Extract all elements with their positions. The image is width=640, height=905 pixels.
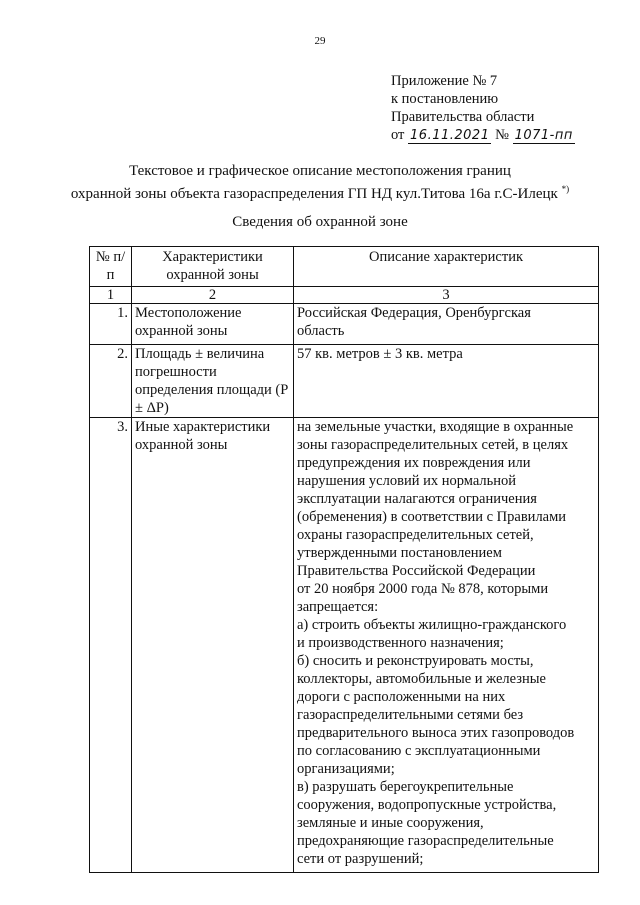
row-description bbox=[294, 418, 599, 873]
table-row bbox=[90, 304, 599, 345]
desc-line: в) разрушать берегоукрепительные bbox=[297, 779, 514, 795]
document-title bbox=[0, 162, 640, 203]
row-number: 1. bbox=[90, 304, 132, 345]
desc-line: газораспределительными сетями без bbox=[297, 707, 524, 723]
desc-line: предупреждения их повреждения или bbox=[297, 455, 531, 471]
row-characteristic: Местоположение охранной зоны bbox=[132, 304, 294, 345]
desc-line: сети от разрушений; bbox=[297, 851, 424, 867]
desc-line: утвержденными постановлением bbox=[297, 545, 502, 561]
title-line-1: Текстовое и графическое описание местоположения границ bbox=[129, 163, 511, 179]
row-characteristic: Иные характеристики охранной зоны bbox=[132, 418, 294, 873]
header-description: Описание характеристик bbox=[294, 247, 599, 287]
page-number: 29 bbox=[314, 35, 326, 47]
desc-line: коллекторы, автомобильные и железные bbox=[297, 671, 546, 687]
table-row bbox=[90, 345, 599, 418]
desc-line: 57 кв. метров ± 3 кв. метра bbox=[297, 346, 463, 362]
from-label: от bbox=[391, 127, 405, 143]
desc-line: а) строить объекты жилищно-гражданского bbox=[297, 617, 567, 633]
desc-line: от 20 ноября 2000 года № 878, которыми bbox=[297, 581, 549, 597]
desc-line: б) сносить и реконструировать мосты, bbox=[297, 653, 534, 669]
section-title: Сведения об охранной зоне bbox=[232, 214, 408, 230]
desc-line: Российская Федерация, Оренбургская bbox=[297, 305, 531, 321]
handwritten-number: 1071-пп bbox=[514, 128, 573, 143]
desc-line: земляные и иные сооружения, bbox=[297, 815, 484, 831]
row-description bbox=[294, 304, 599, 345]
header-characteristics: Характеристики охранной зоны bbox=[132, 247, 294, 287]
col-num-3: 3 bbox=[294, 287, 599, 304]
desc-line: дороги с расположенными на них bbox=[297, 689, 506, 705]
row-characteristic: Площадь ± величина погрешности определения площади (P ± ΔP) bbox=[132, 345, 294, 418]
desc-line: нарушения условий их нормальной bbox=[297, 473, 517, 489]
desc-line: (обременения) в соответствии с Правилами bbox=[297, 509, 567, 525]
desc-line: предварительного выноса этих газопроводов bbox=[297, 725, 575, 741]
appendix-block bbox=[391, 72, 575, 145]
appendix-line-3: Правительства области bbox=[391, 109, 535, 125]
row-description bbox=[294, 345, 599, 418]
header-num: № п/п bbox=[90, 247, 132, 287]
title-line-2 bbox=[0, 180, 640, 203]
footnote-mark: *) bbox=[561, 184, 570, 194]
appendix-line-2: к постановлению bbox=[391, 91, 499, 107]
col-num-1: 1 bbox=[90, 287, 132, 304]
col-num-2: 2 bbox=[132, 287, 294, 304]
column-number-row bbox=[90, 287, 599, 304]
desc-line: область bbox=[297, 323, 345, 339]
desc-line: Правительства Российской Федерации bbox=[297, 563, 536, 579]
desc-line: сооружения, водопропускные устройства, bbox=[297, 797, 557, 813]
desc-line: зоны газораспределительных сетей, в целях bbox=[297, 437, 569, 453]
desc-line: организациями; bbox=[297, 761, 395, 777]
desc-line: охраны газораспределительных сетей, bbox=[297, 527, 534, 543]
row-number: 2. bbox=[90, 345, 132, 418]
desc-line: по согласованию с эксплуатационными bbox=[297, 743, 541, 759]
row-number: 3. bbox=[90, 418, 132, 873]
handwritten-date: 16.11.2021 bbox=[410, 128, 490, 143]
desc-line: на земельные участки, входящие в охранные bbox=[297, 419, 574, 435]
appendix-line-1: Приложение № 7 bbox=[391, 73, 498, 89]
table-row bbox=[90, 418, 599, 873]
desc-line: предохраняющие газораспределительные bbox=[297, 833, 554, 849]
appendix-line-4 bbox=[391, 126, 575, 145]
desc-line: запрещается: bbox=[297, 599, 379, 615]
desc-line: и производственного назначения; bbox=[297, 635, 504, 651]
desc-line: эксплуатации налагаются ограничения bbox=[297, 491, 537, 507]
zone-table bbox=[89, 246, 599, 873]
title-line-2-text: охранной зоны объекта газораспределения ГП НД кул.Титова 16а г.С-Илецк bbox=[70, 186, 558, 202]
number-label: № bbox=[495, 127, 509, 143]
header-row bbox=[90, 247, 599, 287]
